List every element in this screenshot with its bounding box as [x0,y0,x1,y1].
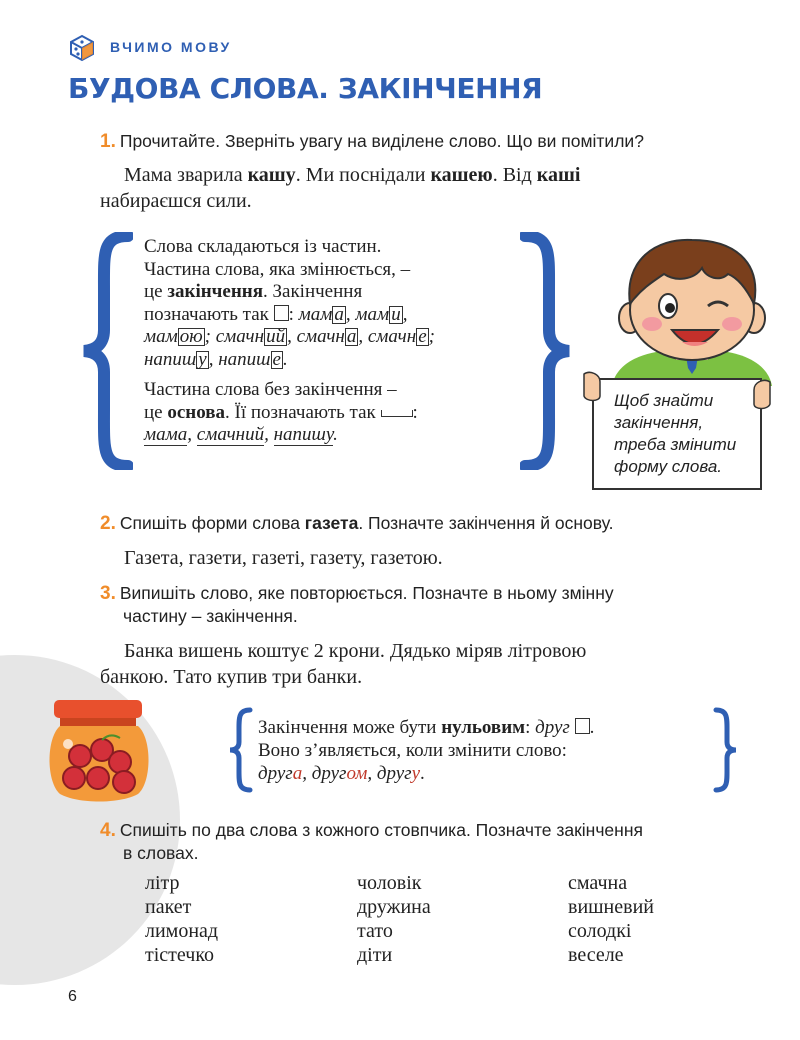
task-number: 4. [100,820,116,841]
highlighted-word: каші [536,164,581,186]
rule-zero-ending: Закінчення може бути нульовим: друг . Воно з’являється, коли змінити слово: друга, другом, другу. [258,717,595,784]
list-item: тато [357,920,393,942]
list-item: чоловік [357,872,422,894]
task-3-instruction: 3. Випишіть слово, яке повторюється. Позначте в ньому змінну частину – закінчення. [100,583,614,626]
task-number: 2. [100,513,116,534]
word-column-3 [568,871,654,967]
page-title: БУДОВА СЛОВА. ЗАКІНЧЕННЯ [68,72,543,105]
task-2-instruction: 2. Спишіть форми слова газета. Позначте закінчення й основу. [100,513,614,534]
list-item: лимонад [145,920,219,942]
list-item: вишневий [568,896,654,918]
list-item: солодкі [568,920,632,942]
list-item: веселе [568,944,624,966]
ending-box-symbol [575,718,590,734]
right-brace-icon [520,232,575,470]
task-1-text-line1: Мама зварила кашу. Ми поснідали кашею. Від каші [124,164,581,186]
task-3-text-line1: Банка вишень коштує 2 крони. Дядько міряв літровою [124,640,587,662]
ending-box-symbol [274,305,289,321]
list-item: діти [357,944,393,966]
task-text: Прочитайте. Зверніть увагу на виділене слово. Що ви помітили? [119,131,644,151]
word-column-1 [145,871,218,967]
task-4-instruction: 4. Спишіть по два слова з кожного стовпчика. Позначте закінчення в словах. [100,820,643,863]
task-1-text-line2: набираєшся сили. [100,190,252,212]
hand-icon [578,370,606,404]
word-column-2 [357,871,431,967]
left-brace-icon [226,706,254,794]
task-3-text-line2: банкою. Тато купив три банки. [100,666,363,688]
hand-icon [748,378,776,412]
boy-illustration [612,226,772,386]
highlighted-word: кашею [430,164,493,186]
speech-bubble: Щоб знайти закінчення, треба змінити форму слова. [592,378,762,490]
rule-ending-definition: Слова складаються із частин. Частина слова, яка змінюється, – це закінчення. Закінчення позначають так : мам а , мам и , мам ою ; смачн ий , смачн а , смачн е ; напиш у , напиш е . Частина слова без закінчення – це основа. Її позначають так : мама, смачний, напишу. [144,236,435,445]
list-item: дружина [357,896,431,918]
task-number: 1. [100,131,116,152]
task-number: 3. [100,583,116,604]
section-label: ВЧИМО МОВУ [110,39,232,55]
list-item: пакет [145,896,192,918]
task-2-words: Газета, газети, газеті, газету, газетою. [124,547,443,569]
dice-icon [68,34,96,62]
list-item: смачна [568,872,628,894]
list-item: літр [145,872,180,894]
page-number: 6 [68,988,77,1005]
cherry-jar-illustration [44,698,154,804]
list-item: тістечко [145,944,215,966]
base-symbol [381,410,413,417]
left-brace-icon [78,232,133,470]
highlighted-word: кашу [247,164,296,186]
task-1-instruction [100,131,644,153]
